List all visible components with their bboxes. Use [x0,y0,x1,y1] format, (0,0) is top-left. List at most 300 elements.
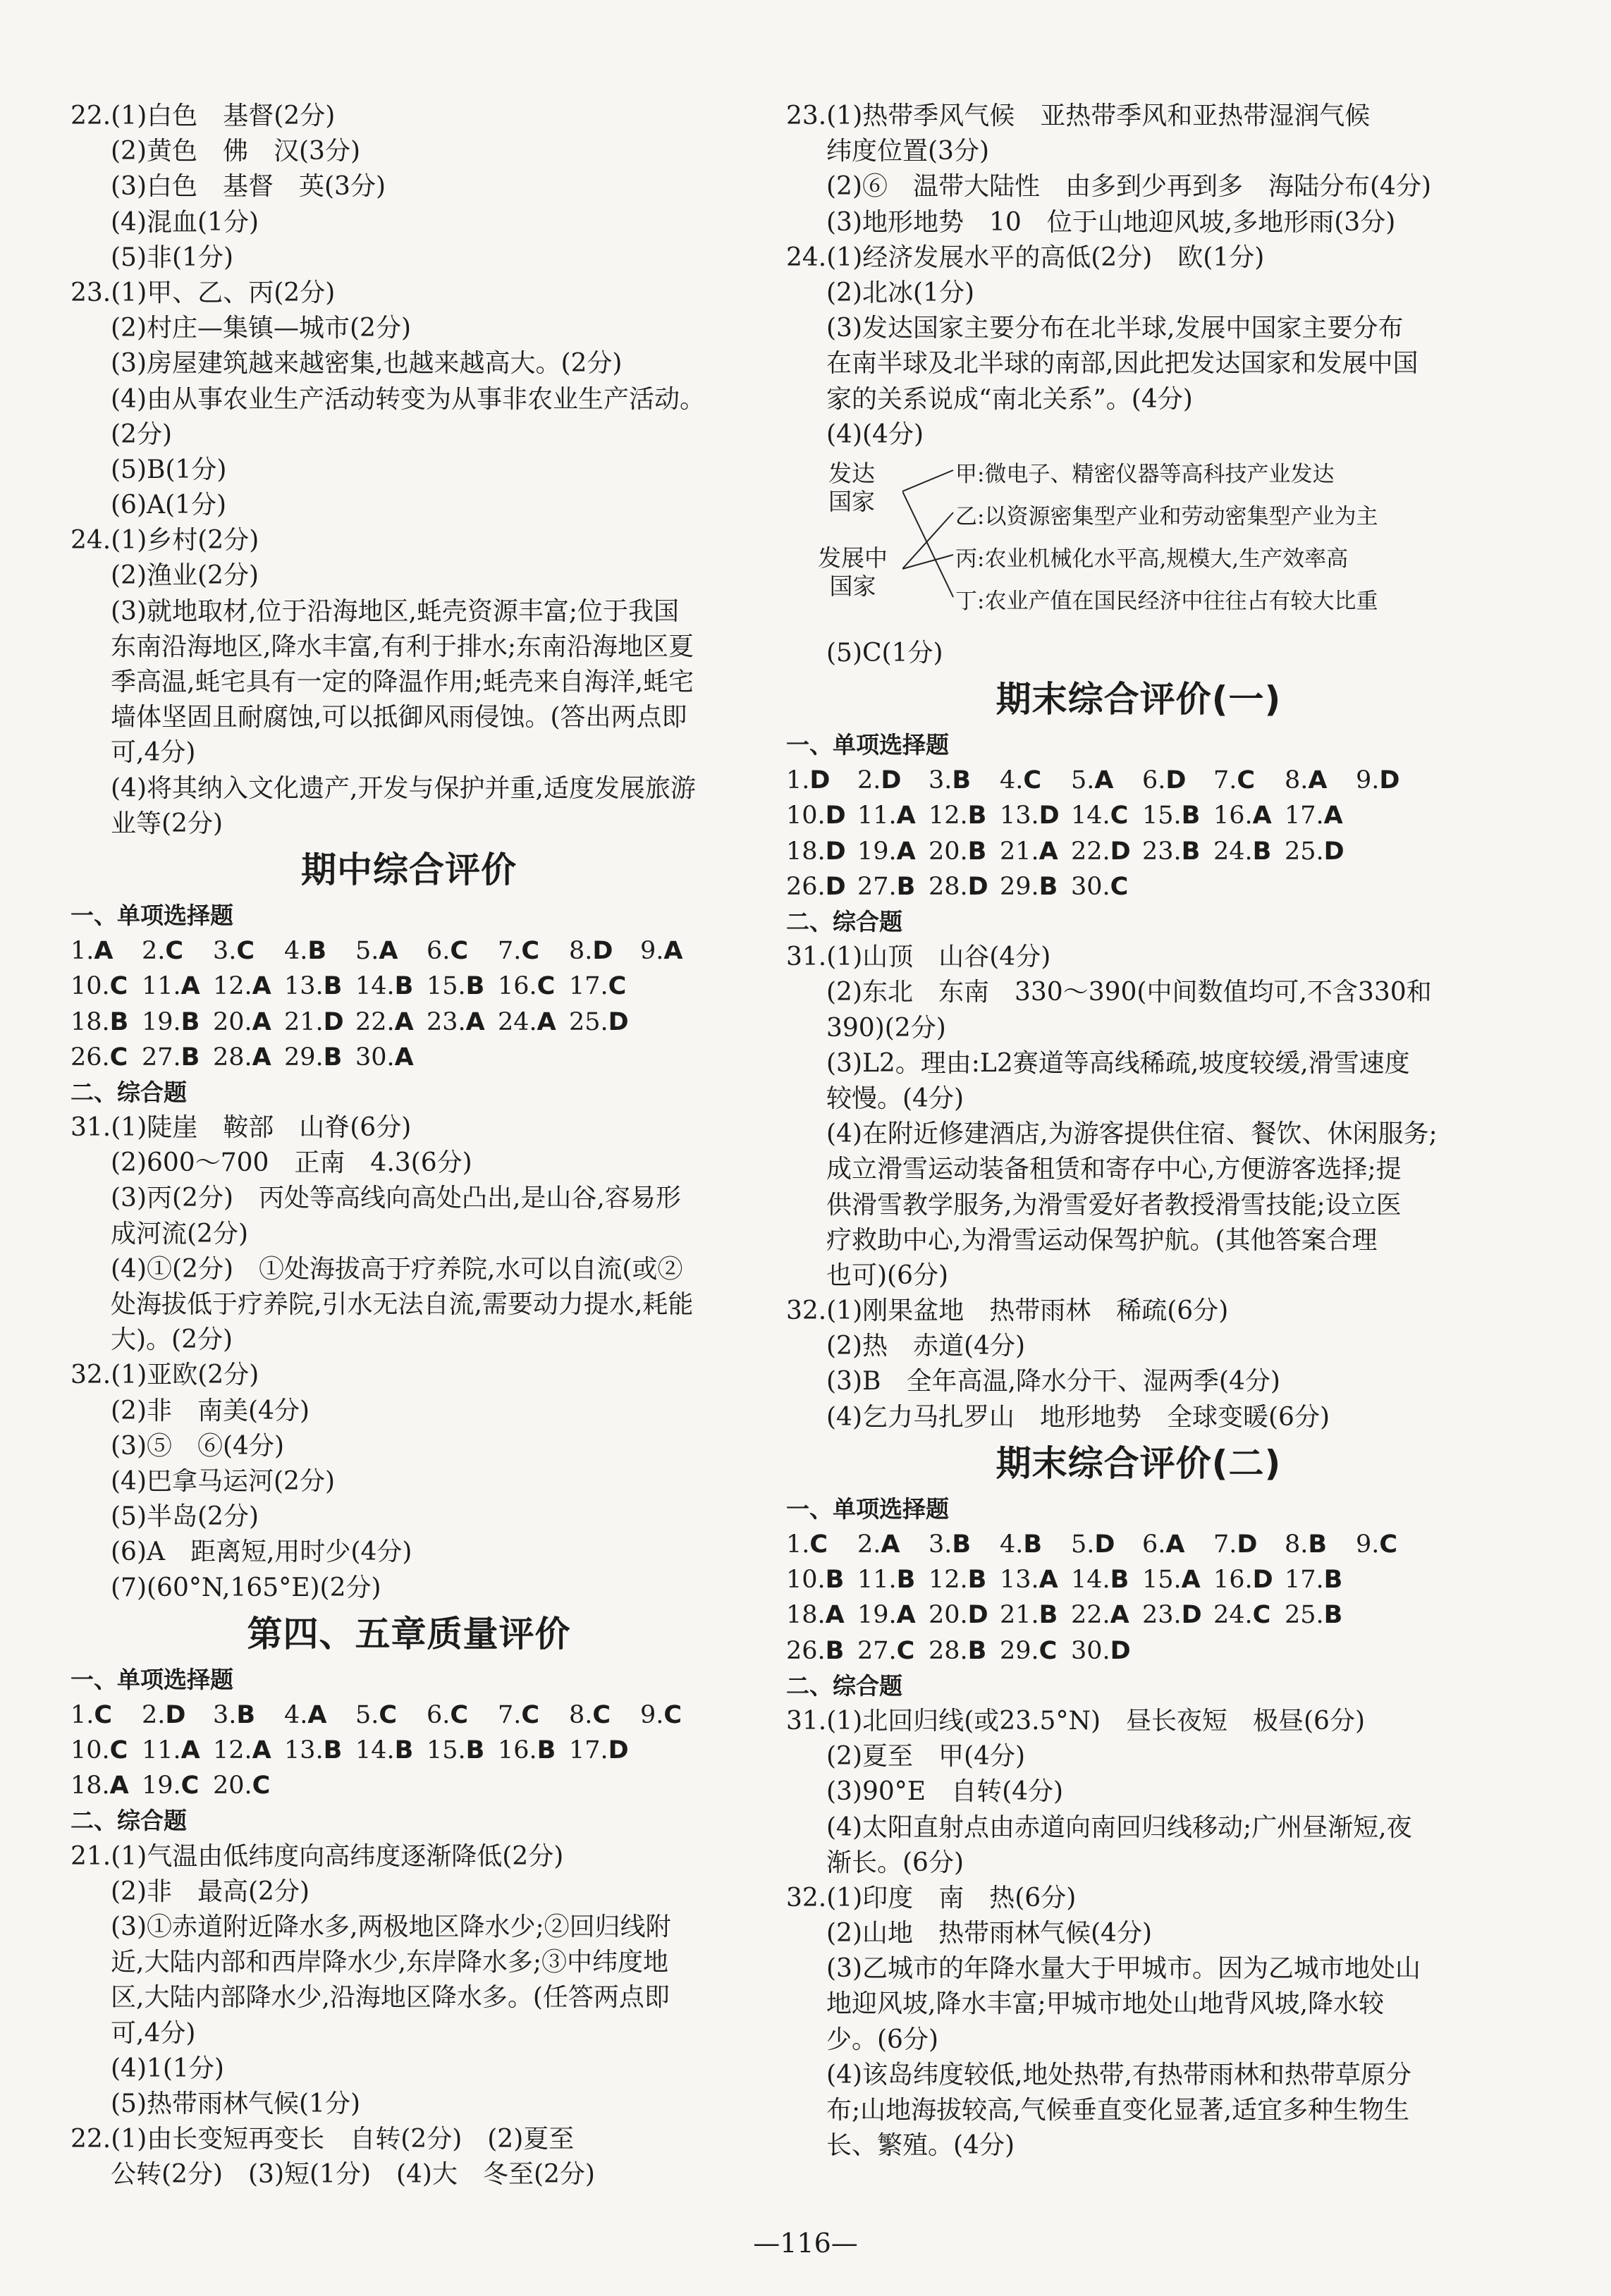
question-number: 1. [786,1530,810,1559]
question-number: 26. [71,1043,110,1072]
choice-answer-row [71,1005,747,1040]
choice-answer [857,869,915,904]
choice-answer [142,1733,200,1768]
choice-answer [1356,763,1399,798]
answer-letter: A [1308,766,1328,795]
choice-answer [284,1698,327,1733]
answer-letter: B [952,766,972,795]
answer-letter: A [307,1700,327,1729]
answer-letter: B [323,1043,343,1072]
answer-line: 22.(1)由长变短再变长 自转(2分) (2)夏至 [71,2125,575,2154]
question-number: 30. [355,1043,395,1072]
answer-line: (4)混血(1分) [111,207,259,237]
answer-letter: A [252,1007,271,1036]
answer-letter: A [825,1601,845,1630]
question-number: 20. [213,1772,252,1800]
choice-answer [929,869,988,904]
question-number: 30. [1071,1636,1110,1665]
question-number: 10. [71,1736,110,1765]
answer-letter: A [180,1736,200,1765]
question-number: 17. [1285,802,1324,830]
choice-answer-row [786,1633,1491,1669]
section-title: 期中综合评价 [301,849,517,890]
question-number: 17. [569,972,608,1001]
question-number: 15. [427,1736,466,1765]
question-number: 27. [857,872,897,901]
answer-letter: B [1110,1566,1129,1595]
choice-answer-row [71,1040,747,1075]
choice-answer [1285,763,1328,798]
question-number: 24. [498,1007,537,1036]
choice-answer [569,1005,629,1040]
answer-letter: B [967,837,987,866]
choice-answer [71,1698,112,1733]
question-number: 11. [857,1566,897,1595]
answer-letter: B [394,1736,414,1765]
question-number: 20. [929,1601,968,1630]
question-number: 3. [929,766,952,795]
choice-answer [1071,1597,1129,1633]
answer-line: (2)非 南美(4分) [111,1396,310,1425]
question-number: 18. [71,1772,110,1800]
answer-letter: C [521,1700,540,1729]
choice-answer [929,1597,988,1633]
choice-answer [498,1005,556,1040]
answer-line: 22.(1)白色 基督(2分) [71,102,336,130]
question-number: 25. [569,1007,608,1036]
question-number: 25. [1285,1601,1324,1630]
developing-countries-label: 发展中 国家 [818,544,888,600]
question-number: 10. [71,972,110,1001]
question-number: 20. [929,837,968,866]
question-number: 2. [142,937,166,966]
choice-answer [213,1733,271,1768]
question-number: 3. [929,1530,952,1559]
answer-letter: C [252,1772,271,1800]
answer-letter: D [608,1007,629,1036]
choice-answer [857,763,901,798]
choice-answer [142,1768,199,1803]
question-number: 13. [1000,1566,1039,1595]
answer-line: 家的关系说成“南北关系”。(4分) [826,384,1193,414]
question-number: 2. [857,766,881,795]
answer-letter: C [537,972,556,1001]
question-number: 20. [213,1007,252,1036]
answer-line: 24.(1)经济发展水平的高低(2分) 欧(1分) [786,243,1265,272]
answer-letter: D [1110,837,1131,866]
answer-letter: A [252,1736,271,1765]
answer-line: (4)巴拿马运河(2分) [111,1466,335,1496]
answer-line: 纬度位置(3分) [826,137,989,166]
question-number: 6. [427,937,451,966]
answer-letter: B [180,1043,200,1072]
question-number: 22. [355,1007,395,1036]
right-column [786,99,1491,2163]
choice-answer [1356,1527,1397,1562]
answer-line: 24.(1)乡村(2分) [71,526,259,555]
choice-answer [1071,1527,1115,1562]
choice-answer-row [786,834,1491,869]
answer-letter: B [323,972,343,1001]
question-number: 25. [1285,837,1324,866]
question-number: 4. [284,1700,308,1729]
answer-letter: C [236,937,255,966]
question-number: 24. [1213,837,1253,866]
choice-answer [1000,1527,1042,1562]
question-number: 19. [857,837,897,866]
question-number: 1. [786,766,810,795]
answer-line: (3)白色 基督 英(3分) [111,172,386,202]
answer-letter: B [465,1736,485,1765]
choice-answer [1142,798,1200,833]
choice-answer [71,933,114,969]
answer-line: 业等(2分) [111,809,223,838]
answer-letter: A [180,972,200,1001]
diagram-option: 乙:以资源密集型产业和劳动密集型产业为主 [955,503,1378,529]
answer-letter: B [1252,837,1272,866]
question-number: 28. [213,1043,252,1072]
connector-line [902,555,953,569]
choice-answer [786,834,846,869]
choice-answer [857,834,916,869]
answer-letter: D [967,872,988,901]
answer-line: 供滑雪教学服务,为滑雪爱好者教授滑雪技能;设立医 [826,1190,1402,1220]
answer-line: (4)将其纳入文化遗产,开发与保护并重,适度发展旅游 [111,773,696,803]
choice-answer [71,1005,128,1040]
choice-answer [71,969,128,1004]
question-number: 27. [142,1043,181,1072]
choice-answer [1285,1527,1327,1562]
answer-letter: B [537,1736,556,1765]
answer-letter: A [252,1043,271,1072]
answer-letter: C [1039,1636,1058,1665]
choice-answer [857,798,916,833]
answer-letter: B [1181,802,1201,830]
answer-line: 近,大陆内部和西岸降水少,东岸降水多;③中纬度地 [111,1948,669,1977]
choice-answer [1071,763,1114,798]
question-number: 4. [1000,1530,1024,1559]
choice-answer [1213,1527,1257,1562]
answer-line: (3)房屋建筑越来越密集,也越来越高大。(2分) [111,349,623,379]
question-number: 12. [213,1736,252,1765]
question-number: 5. [1071,766,1095,795]
answer-line: (3)就地取材,位于沿海地区,蚝壳资源丰富;位于我国 [111,596,680,626]
answer-line: (2)渔业(2分) [111,561,259,591]
question-number: 22. [1071,1601,1110,1630]
choice-answer [1071,1633,1131,1669]
choice-answer [1000,1562,1058,1597]
answer-line: (2)夏至 甲(4分) [826,1742,1025,1772]
answer-line: (3)乙城市的年降水量大于甲城市。因为乙城市地处山 [826,1954,1421,1984]
question-number: 10. [786,802,826,830]
answer-letter: A [896,1601,916,1630]
answer-letter: A [465,1007,485,1036]
choice-answer [213,1040,271,1075]
answer-line: 区,大陆内部降水少,沿海地区降水多。(任答两点即 [111,1983,670,2013]
answer-letter: B [1039,872,1058,901]
choice-answer-row [786,1597,1491,1633]
choice-answer [640,933,683,969]
choice-answer [142,969,200,1004]
answer-letter: C [94,1700,113,1729]
question-number: 28. [929,1636,968,1665]
answer-line: (4)太阳直射点由赤道向南回归线移动;广州昼渐短,夜 [826,1812,1412,1842]
answer-line: (5)热带雨林气候(1分) [111,2089,360,2118]
answer-letter: B [896,872,916,901]
answer-line: (5)半岛(2分) [111,1502,259,1532]
choice-answer [1000,798,1060,833]
answer-letter: B [967,1636,987,1665]
answer-letter: A [109,1772,129,1800]
question-number: 18. [71,1007,110,1036]
question-number: 21. [284,1007,324,1036]
answer-letter: C [165,937,184,966]
choice-answer [569,1698,611,1733]
choice-answer [213,1698,255,1733]
answer-line: (3)①赤道附近降水多,两极地区降水少;②回归线附 [111,1913,671,1941]
answer-line: 成河流(2分) [111,1219,248,1248]
question-number: 11. [857,802,897,830]
answer-letter: D [592,937,613,966]
choice-answer-row [71,1733,747,1768]
answer-letter: C [1023,766,1042,795]
answer-letter: B [1023,1530,1043,1559]
choice-answer [355,1005,414,1040]
answer-letter: C [109,1736,128,1765]
answer-line: (4)1(1分) [111,2053,224,2083]
choice-answer-row [71,1698,747,1733]
answer-letter: C [809,1530,828,1559]
answer-line: (2)⑥ 温带大陆性 由多到少再到多 海陆分布(4分) [826,172,1431,202]
answer-letter: A [394,1043,414,1072]
choice-answer-row [786,869,1491,904]
question-number: 14. [355,972,395,1001]
connector-lines [902,453,959,636]
answer-line: (4)该岛纬度较低,地处热带,有热带雨林和热带草原分 [826,2060,1411,2089]
answer-line: (2)600～700 正南 4.3(6分) [111,1148,472,1178]
choice-answer [1285,834,1344,869]
choice-answer [284,933,326,969]
question-number: 6. [1142,1530,1166,1559]
answer-line: 23.(1)热带季风气候 亚热带季风和亚热带湿润气候 [786,102,1371,130]
question-number: 9. [640,937,664,966]
answer-line: 32.(1)印度 南 热(6分) [786,1883,1077,1913]
question-number: 7. [498,937,522,966]
choice-answer [929,1562,986,1597]
choice-answer [1000,763,1041,798]
answer-letter: A [1181,1566,1201,1595]
choice-answer [569,933,613,969]
choice-answer [786,1562,844,1597]
choice-answer [427,1698,468,1733]
choice-answer [1071,798,1128,833]
question-number: 8. [569,937,593,966]
answer-letter: D [881,766,902,795]
answer-letter: A [537,1007,556,1036]
choice-answer [786,763,830,798]
answer-line: 少。(6分) [826,2025,938,2054]
choice-answer [929,763,971,798]
question-number: 6. [427,1700,451,1729]
question-number: 6. [1142,766,1166,795]
answer-letter: B [1323,1566,1343,1595]
question-number: 15. [1142,1566,1182,1595]
answer-letter: A [896,802,916,830]
question-number: 29. [1000,872,1039,901]
question-number: 8. [569,1700,593,1729]
answer-letter: D [809,766,831,795]
choice-answer [142,1040,200,1075]
answer-letter: A [1110,1601,1129,1630]
answer-line: 季高温,蚝宅具有一定的降温作用;蚝壳来自海洋,蚝宅 [111,668,694,696]
question-number: 16. [498,972,537,1001]
question-number: 29. [284,1043,324,1072]
answer-line: 大)。(2分) [111,1325,233,1355]
answer-line: (2分) [111,419,172,449]
choice-answer [929,1633,986,1669]
choice-answer-row [786,763,1491,798]
answer-line: 较慢。(4分) [826,1083,964,1113]
choice-answer [1213,1597,1270,1633]
choice-answer [640,1698,682,1733]
choice-answer [786,1633,844,1669]
choice-answer [427,1733,484,1768]
question-number: 19. [857,1601,897,1630]
answer-line: (6)A 距离短,用时少(4分) [111,1537,412,1567]
question-number: 2. [142,1700,166,1729]
question-number: 5. [355,937,379,966]
section-title: 第四、五章质量评价 [247,1613,571,1655]
subsection-heading: 二、综合题 [71,1078,187,1106]
answer-letter: A [1094,766,1114,795]
answer-letter: B [465,972,485,1001]
answer-letter: D [165,1700,186,1729]
question-number: 7. [498,1700,522,1729]
choice-answer [213,933,255,969]
choice-answer-row [71,969,747,1004]
answer-letter: B [394,972,414,1001]
answer-letter: B [1323,1601,1343,1630]
answer-letter: A [1252,802,1272,830]
answer-letter: D [967,1601,988,1630]
choice-answer [498,933,539,969]
answer-letter: B [825,1566,845,1595]
choice-answer [1213,798,1272,833]
choice-answer [284,1040,342,1075]
answer-letter: C [1110,872,1129,901]
question-number: 29. [1000,1636,1039,1665]
question-number: 21. [1000,1601,1039,1630]
choice-answer [1285,1597,1342,1633]
answer-letter: A [394,1007,414,1036]
choice-answer [284,1733,342,1768]
answer-letter: C [1252,1601,1271,1630]
answer-letter: C [592,1700,611,1729]
choice-answer [213,969,271,1004]
question-number: 17. [569,1736,608,1765]
answer-line: (6)A(1分) [111,491,226,520]
question-number: 30. [1071,872,1110,901]
question-number: 23. [427,1007,466,1036]
answer-letter: D [1110,1636,1131,1665]
answer-line: (4)乞力马扎罗山 地形地势 全球变暖(6分) [826,1402,1330,1432]
question-number: 28. [929,872,968,901]
question-number: 12. [929,802,968,830]
answer-line: (5)C(1分) [826,638,943,668]
answer-line: (2)非 最高(2分) [111,1877,310,1906]
choice-answer [142,933,183,969]
answer-letter: D [1323,837,1344,866]
answer-letter: B [180,1007,200,1036]
connector-line [902,491,953,597]
question-number: 27. [857,1636,897,1665]
choice-answer [1071,1562,1129,1597]
answer-letter: B [1181,837,1201,866]
answer-line: 可,4分) [111,738,196,768]
subsection-heading: 二、综合题 [786,908,902,935]
question-number: 21. [1000,837,1039,866]
left-column [71,99,747,2193]
answer-letter: C [1237,766,1256,795]
answer-letter: B [236,1700,256,1729]
choice-answer [929,1527,971,1562]
answer-line: 渐长。(6分) [826,1848,964,1877]
answer-letter: A [94,937,114,966]
choice-answer [929,834,986,869]
answer-line: (4)由从事农业生产活动转变为从事非农业生产活动。 [111,384,705,414]
answer-line: (3)发达国家主要分布在北半球,发展中国家主要分布 [826,314,1404,343]
answer-letter: A [663,937,683,966]
choice-answer [786,869,846,904]
choice-answer [857,1633,914,1669]
answer-letter: B [952,1530,972,1559]
question-number: 1. [71,1700,94,1729]
answer-line: (3)B 全年高温,降水分干、湿两季(4分) [826,1367,1280,1396]
choice-answer [1000,1633,1057,1669]
choice-answer [284,1005,344,1040]
answer-line: 东南沿海地区,降水丰富,有利于排水;东南沿海地区夏 [111,632,694,661]
question-number: 7. [1213,1530,1237,1559]
connector-line [902,512,953,569]
answer-line: 也可)(6分) [826,1260,949,1290]
answer-letter: C [450,1700,469,1729]
question-number: 19. [142,1772,181,1800]
question-number: 3. [213,937,237,966]
question-number: 8. [1285,766,1309,795]
answer-letter: C [109,1043,128,1072]
question-number: 9. [1356,1530,1380,1559]
answer-line: (3)L2。理由:L2赛道等高线稀疏,坡度较缓,滑雪速度 [826,1048,1410,1078]
section-title: 期末综合评价(二) [996,1442,1282,1484]
answer-line: (2)热 赤道(4分) [826,1332,1025,1361]
answer-line: 31.(1)北回归线(或23.5°N) 昼长夜短 极昼(6分) [786,1706,1365,1736]
question-number: 14. [1071,802,1110,830]
subsection-heading: 一、单项选择题 [786,731,949,759]
connector-line [902,470,953,491]
answer-letter: A [1323,802,1343,830]
choice-answer-row [71,933,747,969]
answer-letter: B [967,802,987,830]
diagram-option: 丁:农业产值在国民经济中往往占有较大比重 [955,588,1378,614]
subsection-heading: 一、单项选择题 [71,1665,233,1693]
answer-letter: A [1039,837,1058,866]
matching-diagram [786,453,1491,636]
choice-answer [786,1527,828,1562]
question-number: 26. [786,1636,826,1665]
answer-line: (4)①(2分) ①处海拔高于疗养院,水可以自流(或② [111,1254,683,1284]
answer-line: 长、繁殖。(4分) [826,2131,1015,2161]
question-number: 10. [786,1566,826,1595]
